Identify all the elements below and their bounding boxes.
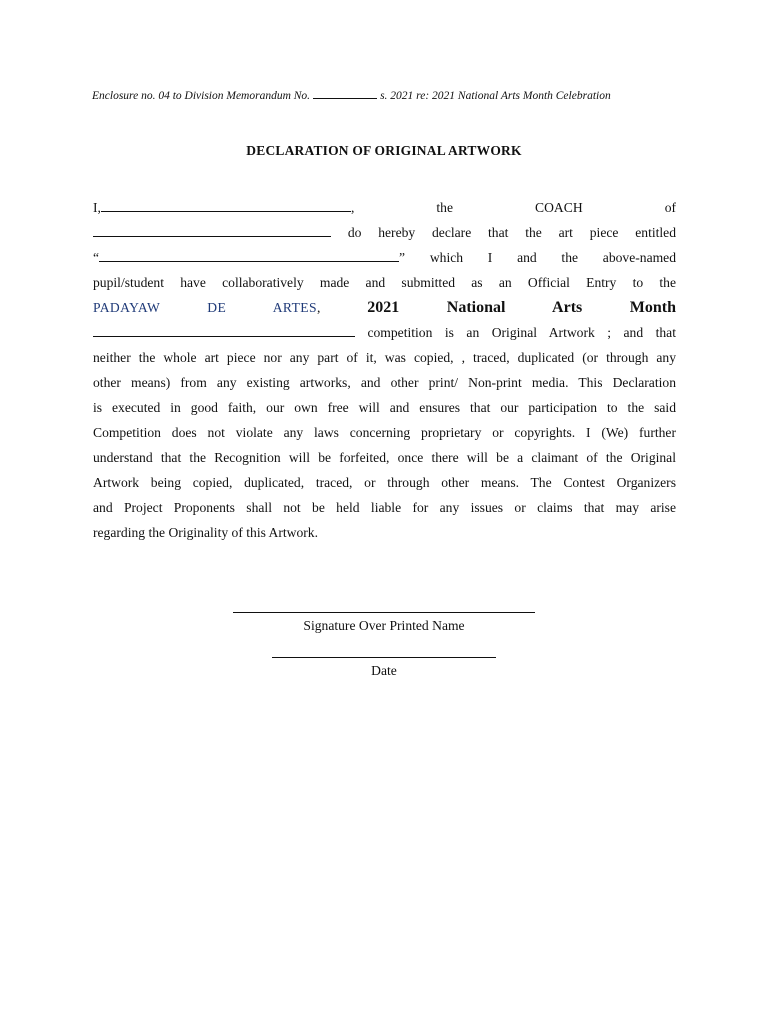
word-coach: COACH — [535, 200, 583, 215]
body-line-4: pupil/student have collaboratively made and submitted as an Official Entry to the — [93, 275, 676, 290]
body-line-8: other means) from any existing artworks, and other print/ Non-print media. This Declaration — [93, 375, 676, 390]
body-line-13: and Project Proponents shall not be held liable for any issues or claims that may arise — [93, 500, 676, 515]
enclosure-prefix: Enclosure no. 04 to Division Memorandum No. — [92, 90, 311, 102]
signature-line — [233, 612, 535, 613]
signature-block — [0, 601, 768, 634]
open-quote: “ — [93, 250, 100, 265]
comma: , — [350, 200, 355, 215]
artwork-title-blank — [99, 246, 399, 262]
padayaw-de-artes: PADAYAW DE ARTES — [93, 300, 317, 315]
word-the: the — [436, 200, 453, 215]
word-of: of — [664, 200, 676, 215]
date-label: Date — [371, 663, 397, 678]
enclosure-header — [92, 88, 692, 102]
date-block — [0, 646, 768, 679]
body-line-12: Artwork being copied, duplicated, traced, or through other means. The Contest Organizers — [93, 475, 676, 490]
signature-label: Signature Over Printed Name — [303, 618, 465, 633]
page-title: DECLARATION OF ORIGINAL ARTWORK — [246, 143, 522, 158]
body-line-1 — [93, 195, 676, 220]
body-line-3 — [93, 245, 676, 270]
body-line-2 — [93, 220, 676, 245]
body-line-7: neither the whole art piece nor any part of it, was copied, , traced, duplicated (or through any — [93, 350, 676, 365]
comma: , — [316, 300, 321, 315]
declaration-body — [93, 195, 676, 545]
coach-name-blank — [101, 196, 351, 212]
body-line-5 — [93, 295, 676, 320]
close-quote: ” — [399, 250, 406, 265]
body-line-14: regarding the Originality of this Artwork. — [93, 525, 319, 540]
body-line-11: understand that the Recognition will be forfeited, once there will be a claimant of the Original — [93, 450, 676, 465]
enclosure-suffix: s. 2021 re: 2021 National Arts Month Celebration — [380, 90, 611, 102]
date-line — [272, 657, 496, 658]
body-line-3-text: which I and the above-named — [429, 250, 676, 265]
national-arts-month: 2021 National Arts Month — [367, 299, 676, 316]
competition-name-blank — [93, 321, 355, 337]
memo-number-blank — [313, 88, 377, 99]
body-line-6 — [93, 320, 676, 345]
body-line-9: is executed in good faith, our own free will and ensures that our participation to the said — [93, 400, 676, 415]
school-name-blank — [93, 221, 331, 237]
body-line-2-text: do hereby declare that the art piece entitled — [347, 225, 676, 240]
pronoun-i: I, — [93, 200, 101, 215]
body-line-6-text: competition is an Original Artwork ; and that — [367, 325, 676, 340]
body-line-10: Competition does not violate any laws concerning proprietary or copyrights. I (We) further — [93, 425, 676, 440]
